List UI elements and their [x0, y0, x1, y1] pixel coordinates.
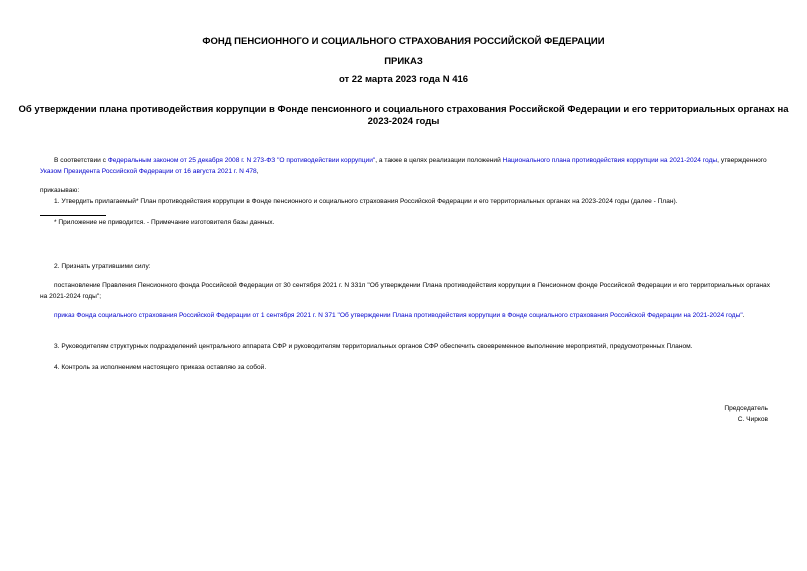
- document-date-number: от 22 марта 2023 года N 416: [338, 74, 469, 85]
- preamble-paragraph: [40, 156, 770, 177]
- fss-order-link[interactable]: приказ Фонда социального страхования Российской Федерации от 1 сентября 2021 г. N 371 "Об утверждении Плана противодействия коррупции в Фонде социального страхования Российской Федерации на 2021-2024 годы": [54, 312, 743, 319]
- presidential-decree-link[interactable]: Указом Президента Российской Федерации от 16 августа 2021 г. N 478: [40, 167, 257, 175]
- preamble-text-3: , утвержденного: [717, 157, 767, 164]
- order-word: приказываю:: [40, 187, 80, 194]
- item-1: 1. Утвердить прилагаемый* План противодействия коррупции в Фонде пенсионного и социального страхования Российской Федерации и его территориальных органах на 2023-2024 годы (далее - План).: [54, 198, 678, 205]
- signature-position: Председатель: [724, 405, 768, 412]
- preamble-text-2: , а также в целях реализации положений: [375, 157, 503, 164]
- organization-name: ФОНД ПЕНСИОННОГО И СОЦИАЛЬНОГО СТРАХОВАНИЯ РОССИЙСКОЙ ФЕДЕРАЦИИ: [202, 36, 605, 47]
- revoked-pfr-resolution: постановление Правления Пенсионного фонда Российской Федерации от 30 сентября 2021 г. N 331п "Об утверждении Плана противодействия коррупции в Пенсионном фонде Российской Федерации и его территориальных органах на 2021-2024 годы";: [40, 282, 770, 300]
- item-3: 3. Руководителям структурных подразделений центрального аппарата СФР и руководителям территориальных органов СФР обеспечить своевременное выполнение мероприятий, предусмотренных Планом.: [54, 343, 693, 350]
- item-2: 2. Признать утратившими силу:: [54, 263, 151, 270]
- document-type: ПРИКАЗ: [384, 56, 423, 67]
- federal-law-link[interactable]: Федеральным законом от 25 декабря 2008 г. N 273-ФЗ "О противодействии коррупции": [107, 157, 376, 164]
- revoked-fss-order-end: .: [742, 312, 745, 319]
- national-plan-link[interactable]: Национального плана противодействия коррупции на 2021-2024 годы: [502, 157, 718, 164]
- document-title-line1: Об утверждении плана противодействия коррупции в Фонде пенсионного и социального страхования Российской Федерации и его территориальных органах на: [18, 104, 789, 115]
- footnote: * Приложение не приводится. - Примечание изготовителя базы данных.: [54, 219, 275, 226]
- revoked-fss-order: [40, 311, 770, 322]
- preamble-text-4: ,: [256, 167, 259, 175]
- footnote-divider: [40, 215, 106, 216]
- signature-name: С. Чирков: [737, 416, 768, 423]
- preamble-text-1: В соответствии с: [54, 157, 108, 164]
- item-4: 4. Контроль за исполнением настоящего приказа оставляю за собой.: [54, 364, 267, 371]
- document-title-line2: 2023-2024 годы: [367, 116, 440, 127]
